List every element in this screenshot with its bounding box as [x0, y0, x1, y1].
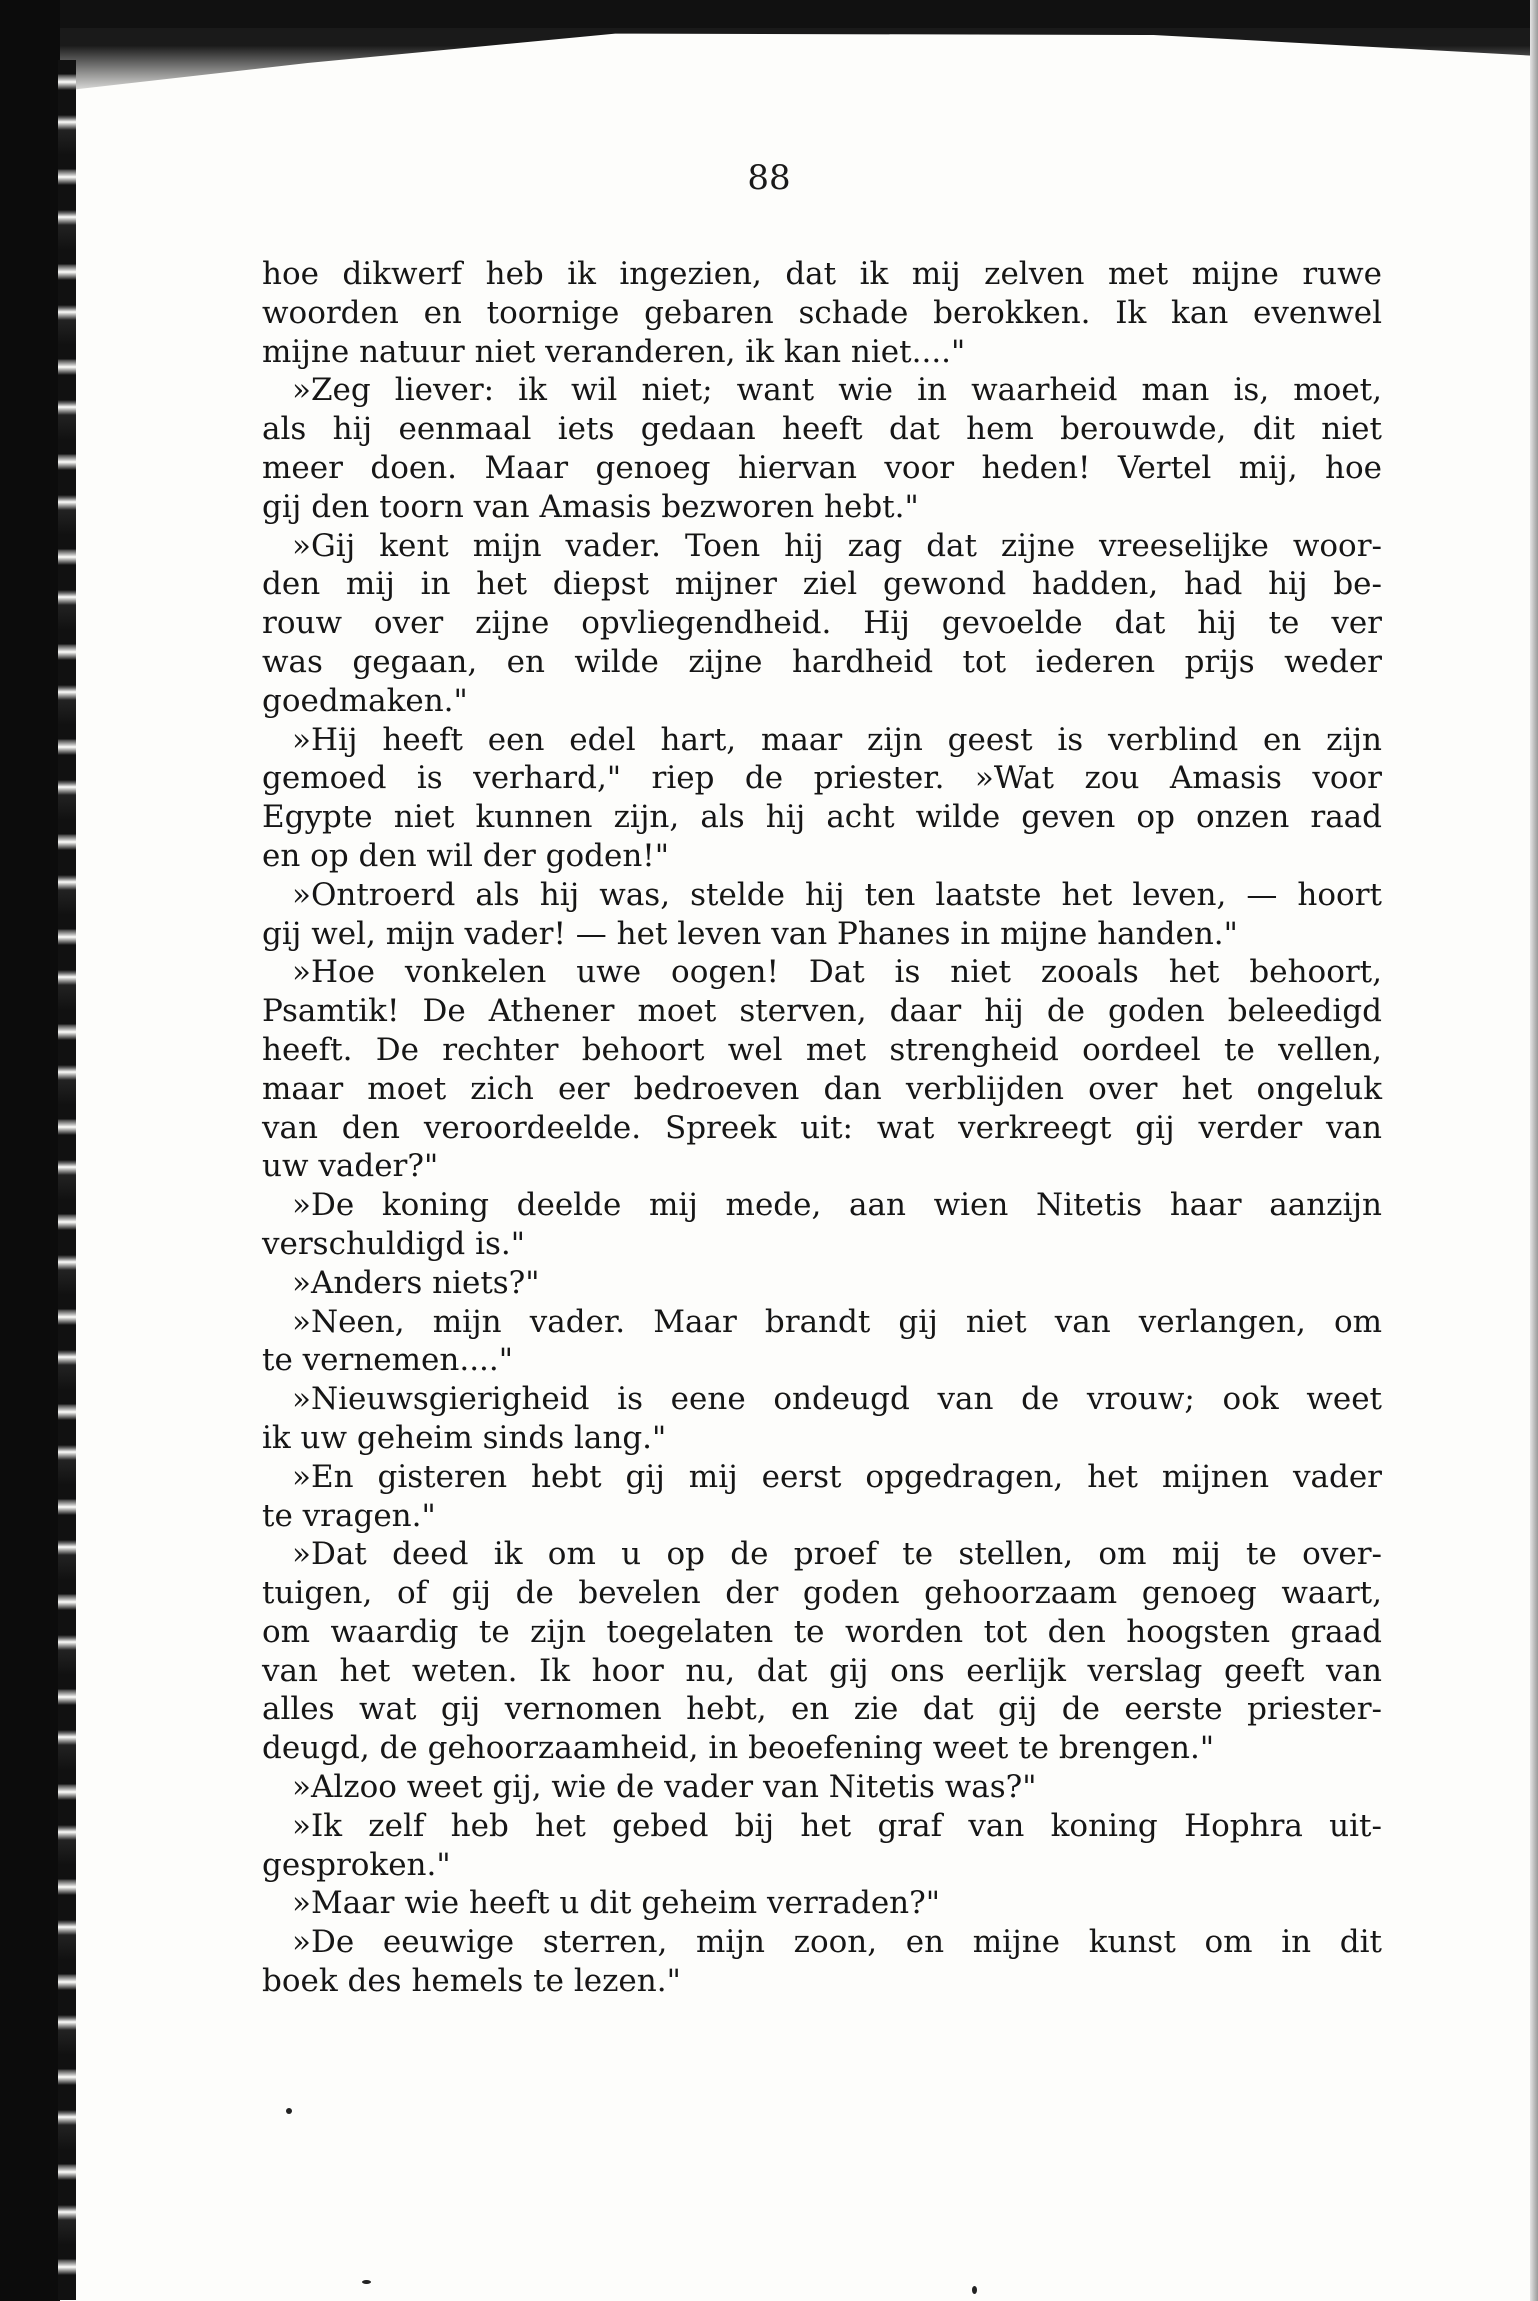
text-line: deugd, de gehoorzaamheid, in beoefening weet te brengen." — [262, 1730, 1215, 1767]
text-line: heeft. De rechter behoort wel met strengheid oordeel te vellen, — [262, 1031, 1382, 1068]
text-line: »De koning deelde mij mede, aan wien Nitetis haar aanzijn — [292, 1187, 1382, 1224]
text-line: den mij in het diepst mijner ziel gewond hadden, had hij be- — [262, 566, 1382, 603]
text-line: »Hij heeft een edel hart, maar zijn geest is verblind en zijn — [292, 721, 1382, 758]
text-line: te vragen." — [262, 1497, 436, 1534]
text-line: maar moet zich eer bedroeven dan verblijden over het ongeluk — [262, 1070, 1382, 1107]
text-line: »Hoe vonkelen uwe oogen! Dat is niet zooals het behoort, — [292, 954, 1382, 991]
text-line: »Nieuwsgierigheid is eene ondeugd van de vrouw; ook weet — [292, 1381, 1382, 1418]
text-line: gij wel, mijn vader! — het leven van Phanes in mijne handen." — [262, 915, 1238, 952]
text-line: Psamtik! De Athener moet sterven, daar hij de goden beleedigd — [262, 993, 1382, 1030]
text-line: rouw over zijne opvliegendheid. Hij gevoelde dat hij te ver — [262, 605, 1382, 642]
scan-top-shadow — [0, 28, 1538, 98]
text-line: »Ontroerd als hij was, stelde hij ten laatste het leven, — hoort — [292, 876, 1382, 913]
text-line: meer doen. Maar genoeg hiervan voor heden! Vertel mij, hoe — [262, 449, 1382, 486]
text-line: verschuldigd is." — [262, 1225, 526, 1262]
text-line: mijne natuur niet veranderen, ik kan niet...." — [262, 333, 966, 370]
scan-top-border — [0, 0, 1538, 28]
text-line: »Neen, mijn vader. Maar brandt gij niet van verlangen, om — [292, 1303, 1382, 1340]
text-line: gesproken." — [262, 1846, 451, 1883]
text-line: als hij eenmaal iets gedaan heeft dat hem berouwde, dit niet — [262, 411, 1382, 448]
text-line: uw vader?" — [262, 1148, 439, 1185]
text-line: »Gij kent mijn vader. Toen hij zag dat zijne vreeselijke woor- — [292, 527, 1382, 564]
text-line: gij den toorn van Amasis bezworen hebt." — [262, 488, 919, 525]
text-line: en op den wil der goden!" — [262, 837, 669, 874]
text-line: Egypte niet kunnen zijn, als hij acht wilde geven op onzen raad — [262, 799, 1382, 836]
text-line: woorden en toornige gebaren schade berokken. Ik kan evenwel — [262, 294, 1382, 331]
text-line: van den veroordeelde. Spreek uit: wat verkreegt gij verder van — [262, 1109, 1382, 1146]
text-line: »Maar wie heeft u dit geheim verraden?" — [292, 1885, 941, 1922]
text-line: van het weten. Ik hoor nu, dat gij ons eerlijk verslag geeft van — [262, 1652, 1382, 1689]
text-line: »En gisteren hebt gij mij eerst opgedragen, het mijnen vader — [292, 1458, 1382, 1495]
body-text — [262, 255, 1382, 2001]
book-binding-edge — [0, 0, 60, 2301]
ink-speck — [286, 2108, 292, 2114]
text-line: »Ik zelf heb het gebed bij het graf van koning Hophra uit- — [292, 1807, 1382, 1844]
binding-fray — [58, 60, 76, 2300]
text-line: »Alzoo weet gij, wie de vader van Nitetis was?" — [292, 1769, 1037, 1806]
text-line: »Anders niets?" — [292, 1264, 540, 1301]
text-line: te vernemen...." — [262, 1342, 514, 1379]
text-line: alles wat gij vernomen hebt, en zie dat gij de eerste priester- — [262, 1691, 1382, 1728]
text-line: ik uw geheim sinds lang." — [262, 1419, 667, 1456]
text-line: tuigen, of gij de bevelen der goden gehoorzaam genoeg waart, — [262, 1575, 1382, 1612]
text-line: »Zeg liever: ik wil niet; want wie in waarheid man is, moet, — [292, 372, 1382, 409]
ink-speck — [362, 2280, 371, 2284]
text-line: hoe dikwerf heb ik ingezien, dat ik mij zelven met mijne ruwe — [262, 256, 1382, 292]
text-line: was gegaan, en wilde zijne hardheid tot iederen prijs weder — [262, 643, 1382, 680]
text-line: boek des hemels te lezen." — [262, 1963, 681, 2000]
page-right-edge — [1530, 0, 1538, 2301]
text-line: om waardig te zijn toegelaten te worden tot den hoogsten graad — [262, 1613, 1382, 1650]
text-line: gemoed is verhard," riep de priester. »Wat zou Amasis voor — [262, 760, 1382, 797]
text-line: goedmaken." — [262, 682, 468, 719]
ink-speck — [972, 2286, 977, 2294]
text-line: »De eeuwige sterren, mijn zoon, en mijne kunst om in dit — [292, 1924, 1382, 1961]
page-number: 88 — [747, 158, 791, 198]
text-line: »Dat deed ik om u op de proef te stellen, om mij te over- — [292, 1536, 1382, 1573]
